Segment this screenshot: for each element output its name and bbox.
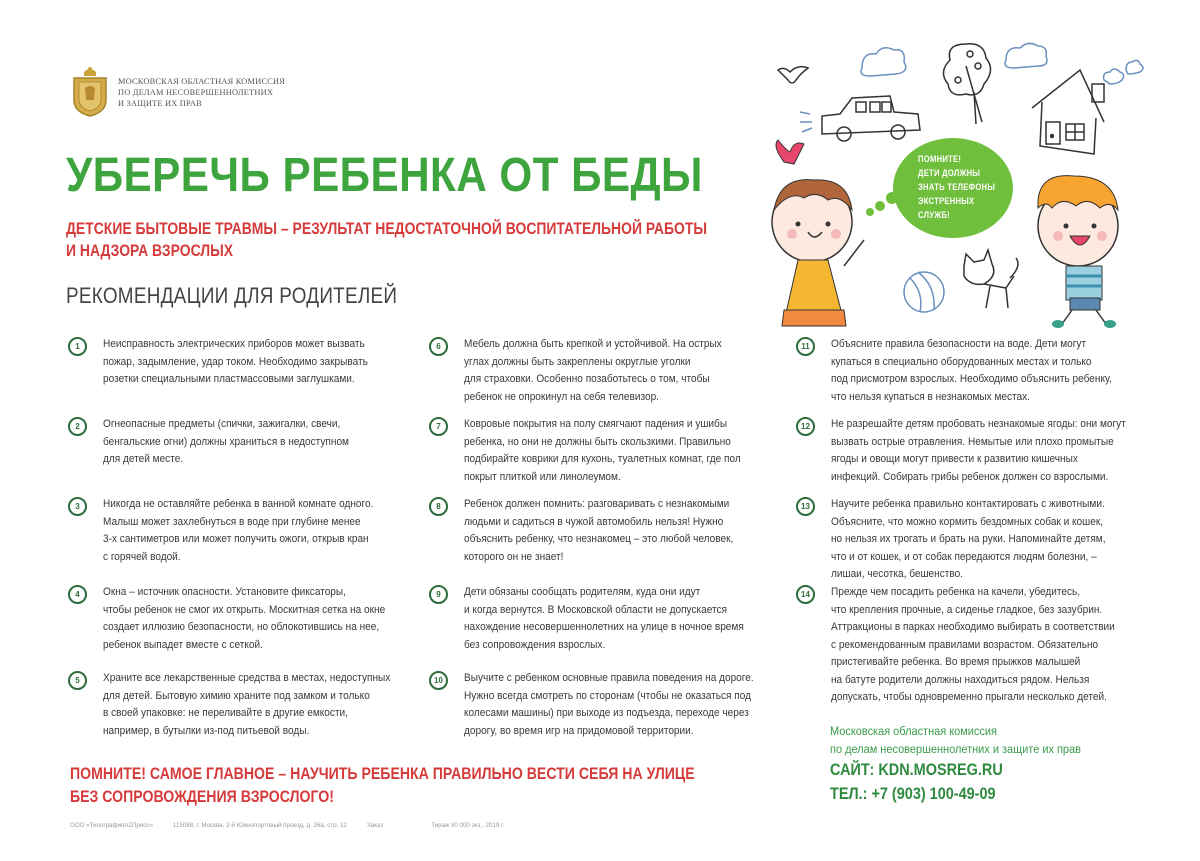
page-title: УБЕРЕЧЬ РЕБЕНКА ОТ БЕДЫ	[66, 149, 703, 202]
bubble-line: ДЕТИ ДОЛЖНЫ	[918, 168, 981, 178]
reminder-line: БЕЗ СОПРОВОЖДЕНИЯ ВЗРОСЛОГО!	[70, 787, 334, 806]
item-line: для детей. Бытовую химию храните под замком и только	[103, 689, 370, 702]
item-line: ребенок не опрокинул на себя телевизор.	[464, 390, 659, 403]
item-line: пристегивайте ребенка. Во время прыжков малышей	[831, 656, 1081, 668]
bird-icon	[778, 67, 808, 83]
ball-icon	[904, 272, 944, 312]
item-line: Неисправность электрических приборов может вызвать	[103, 338, 365, 350]
item-text	[103, 670, 390, 740]
item-number-badge: 5	[68, 671, 87, 690]
item-line: Малыш может захлебнуться в воде при глубине менее	[103, 515, 361, 528]
item-line: Нужно всегда смотреть по сторонам (чтобы не оказаться под	[464, 689, 752, 702]
item-line: чтобы ребенок не смог их открыть. Москитная сетка на окне	[103, 603, 386, 616]
recommendation-item	[796, 584, 1146, 707]
recommendation-item	[68, 336, 397, 389]
item-line: Ковровые покрытия на полу смягчают падения и ушибы	[464, 418, 728, 430]
item-line: Храните все лекарственные средства в местах, недоступных	[103, 672, 391, 684]
recommendation-item	[429, 584, 775, 654]
recommendation-item	[429, 670, 786, 740]
item-line: колесами машины) при выходе из подъезда, переходе через	[464, 707, 749, 719]
item-text	[831, 584, 1115, 707]
item-text	[464, 670, 754, 740]
item-line: углах должны быть закреплены округлые уголки	[464, 355, 691, 368]
item-line: покрыт плиткой или линолеумом.	[464, 470, 621, 483]
org-name-line: МОСКОВСКАЯ ОБЛАСТНАЯ КОМИССИЯ	[118, 76, 286, 86]
item-line: Никогда не оставляйте ребенка в ванной комнате одного.	[103, 498, 374, 510]
item-line: Аттракционы в парках необходимо выбирать в соответствии	[831, 621, 1115, 633]
item-text	[103, 336, 368, 389]
subtitle	[66, 218, 707, 262]
imprint-address: 115088, г. Москва, 2-й Южнопортовый проезд, д. 26а, стр. 12	[172, 822, 347, 829]
item-line: подбирайте коврики для кухонь, туалетных комнат, где пол	[464, 453, 741, 465]
item-line: объяснить ребенку, что незнакомец – это любой человек,	[464, 533, 734, 545]
item-number-badge: 3	[68, 497, 87, 516]
item-line: 3-х сантиметров или может получить ожоги, открыв кран	[103, 533, 369, 545]
item-line: которого он не знает!	[464, 550, 564, 563]
car-icon	[800, 96, 920, 141]
cat-icon	[964, 250, 1018, 308]
recommendation-item	[796, 336, 1143, 406]
org-header	[70, 66, 285, 118]
speech-bubble-text	[918, 152, 995, 222]
house-icon	[1032, 70, 1104, 154]
org-name-line: ПО ДЕЛАМ НЕСОВЕРШЕННОЛЕТНИХ	[118, 87, 274, 97]
item-line: Прежде чем посадить ребенка на качели, убедитесь,	[831, 586, 1081, 598]
org-name	[118, 76, 285, 109]
recommendation-item	[68, 670, 422, 740]
item-line: лишаи, чесотка, бешенство.	[831, 568, 963, 580]
item-line: с горячей водой.	[103, 550, 181, 563]
item-line: допускать, чтобы одновременно прыгали несколько детей.	[831, 691, 1107, 703]
item-line: Дети обязаны сообщать родителям, куда они идут	[464, 586, 701, 598]
imprint-printer: ООО «ТипографияА2Пресс»	[70, 822, 153, 829]
item-text	[103, 496, 373, 566]
item-number-badge: 1	[68, 337, 87, 356]
item-line: пожар, задымление, удар током. Необходимо закрывать	[103, 355, 368, 368]
item-number-badge: 13	[796, 497, 815, 516]
item-line: что нельзя купаться в незнакомых местах.	[831, 390, 1030, 403]
item-number-badge: 7	[429, 417, 448, 436]
item-line: людьми и садиться в чужой автомобиль нельзя! Нужно	[464, 515, 724, 528]
item-line: ребенок выпадет вместе с сеткой.	[103, 638, 263, 651]
item-line: Окна – источник опасности. Установите фиксаторы,	[103, 586, 346, 598]
item-line: в своей упаковке: не переливайте в другие емкости,	[103, 707, 348, 719]
main-reminder	[70, 762, 695, 808]
subtitle-line: ДЕТСКИЕ БЫТОВЫЕ ТРАВМЫ – РЕЗУЛЬТАТ НЕДОСТАТОЧНОЙ ВОСПИТАТЕЛЬНОЙ РАБОТЫ	[66, 219, 708, 238]
org-name-line: И ЗАЩИТЕ ИХ ПРАВ	[118, 98, 202, 108]
recommendation-item	[68, 584, 417, 654]
item-number-badge: 12	[796, 417, 815, 436]
item-text	[103, 584, 385, 654]
imprint-circulation: Тираж 30 000 экз., 2019 г.	[431, 822, 505, 829]
contacts-org-name: Московская областная комиссия	[830, 724, 997, 738]
item-number-badge: 9	[429, 585, 448, 604]
item-number-badge: 4	[68, 585, 87, 604]
item-number-badge: 10	[429, 671, 448, 690]
item-line: что и от кошек, и от собак передаются людям болезни, –	[831, 550, 1097, 563]
item-text	[464, 416, 741, 486]
item-line: дорогу, во время игр на придомовой территории.	[464, 724, 694, 737]
subtitle-line: И НАДЗОРА ВЗРОСЛЫХ	[66, 241, 234, 260]
bubble-line: ЭКСТРЕННЫХ	[918, 196, 975, 206]
phone-number[interactable]: ТЕЛ.: +7 (903) 100-49-09	[830, 784, 996, 803]
item-line: и когда вернутся. В Московской области не допускается	[464, 603, 727, 616]
item-line: Объясните правила безопасности на воде. Дети могут	[831, 338, 1087, 350]
recommendation-item	[429, 496, 763, 566]
recommendation-item	[429, 336, 750, 406]
item-number-badge: 14	[796, 585, 815, 604]
bubble-line: ЗНАТЬ ТЕЛЕФОНЫ	[918, 182, 996, 192]
tree-icon	[943, 44, 990, 124]
item-line: Мебель должна быть крепкой и устойчивой. На острых	[464, 338, 722, 350]
contacts-block	[830, 723, 1109, 806]
item-line: Ребенок должен помнить: разговаривать с незнакомыми	[464, 498, 730, 510]
item-line: розетки специальными пластмассовыми заглушками.	[103, 373, 355, 385]
bubble-line: ПОМНИТЕ!	[918, 154, 962, 164]
item-line: для страховки. Особенно позаботьтесь о том, чтобы	[464, 373, 710, 385]
item-text	[831, 416, 1126, 486]
item-text	[103, 416, 349, 469]
girl-icon	[772, 140, 864, 326]
recommendation-item	[68, 496, 403, 566]
recommendations-heading: РЕКОМЕНДАЦИИ ДЛЯ РОДИТЕЛЕЙ	[66, 283, 398, 308]
item-text	[464, 584, 744, 654]
imprint-order: Заказ	[366, 822, 384, 829]
item-line: ребенка, но они не должны быть скользкими. Правильно	[464, 435, 731, 448]
contacts-org-name: по делам несовершеннолетних и защите их прав	[830, 741, 1081, 756]
item-text	[464, 496, 733, 566]
recommendation-item	[68, 416, 376, 469]
item-line: например, в бутылки из-под питьевой воды.	[103, 724, 310, 737]
item-text	[831, 336, 1112, 406]
item-line: но нельзя их трогать и брать на руки. Напоминайте детям,	[831, 533, 1106, 545]
moscow-oblast-crest-icon	[70, 66, 110, 118]
item-line: создает иллюзию безопасности, но облокотившись на нее,	[103, 621, 380, 633]
item-line: Объясните, что можно кормить бездомных собак и кошек,	[831, 515, 1104, 528]
item-line: ягоды и овощи могут привести к развитию кишечных	[831, 453, 1078, 465]
item-line: без сопровождения взрослых.	[464, 638, 606, 651]
reminder-line: ПОМНИТЕ! САМОЕ ГЛАВНОЕ – НАУЧИТЬ РЕБЕНКА ПРАВИЛЬНО ВЕСТИ СЕБЯ НА УЛИЦЕ	[70, 764, 695, 783]
recommendation-item	[796, 416, 1159, 486]
item-number-badge: 11	[796, 337, 815, 356]
item-line: Научите ребенка правильно контактировать с животными.	[831, 498, 1105, 510]
item-line: инфекций. Собирать грибы ребенок должен со взрослыми.	[831, 470, 1109, 483]
boy-icon	[1038, 176, 1118, 328]
item-text	[464, 336, 722, 406]
item-line: вызвать острые отравления. Немытые или плохо промытые	[831, 435, 1114, 448]
item-line: купаться в специально оборудованных местах и только	[831, 355, 1092, 368]
recommendation-item	[796, 496, 1136, 584]
item-line: нахождение несовершеннолетних на улице в ночное время	[464, 621, 744, 633]
item-text	[831, 496, 1106, 584]
website-link[interactable]: САЙТ: KDN.MOSREG.RU	[830, 760, 1003, 779]
item-line: под присмотром взрослых. Необходимо объяснить ребенку,	[831, 373, 1112, 385]
bubble-line: СЛУЖБ!	[918, 210, 950, 220]
item-line: Выучите с ребенком основные правила поведения на дороге.	[464, 672, 754, 684]
item-number-badge: 2	[68, 417, 87, 436]
cloud-icon	[861, 43, 1143, 84]
item-line: на батуте родители должны находиться рядом. Нельзя	[831, 673, 1090, 686]
item-number-badge: 6	[429, 337, 448, 356]
item-line: бенгальские огни) должны храниться в недоступном	[103, 435, 349, 448]
item-line: для детей месте.	[103, 453, 184, 465]
item-line: с рекомендованным правилами возрастом. Обязательно	[831, 638, 1099, 651]
imprint	[70, 822, 524, 829]
item-line: что крепления прочные, а сиденье гладкое, без зазубрин.	[831, 603, 1103, 616]
item-line: Не разрешайте детям пробовать незнакомые ягоды: они могут	[831, 418, 1126, 430]
item-line: Огнеопасные предметы (спички, зажигалки, свечи,	[103, 418, 341, 430]
item-number-badge: 8	[429, 497, 448, 516]
recommendation-item	[429, 416, 771, 486]
